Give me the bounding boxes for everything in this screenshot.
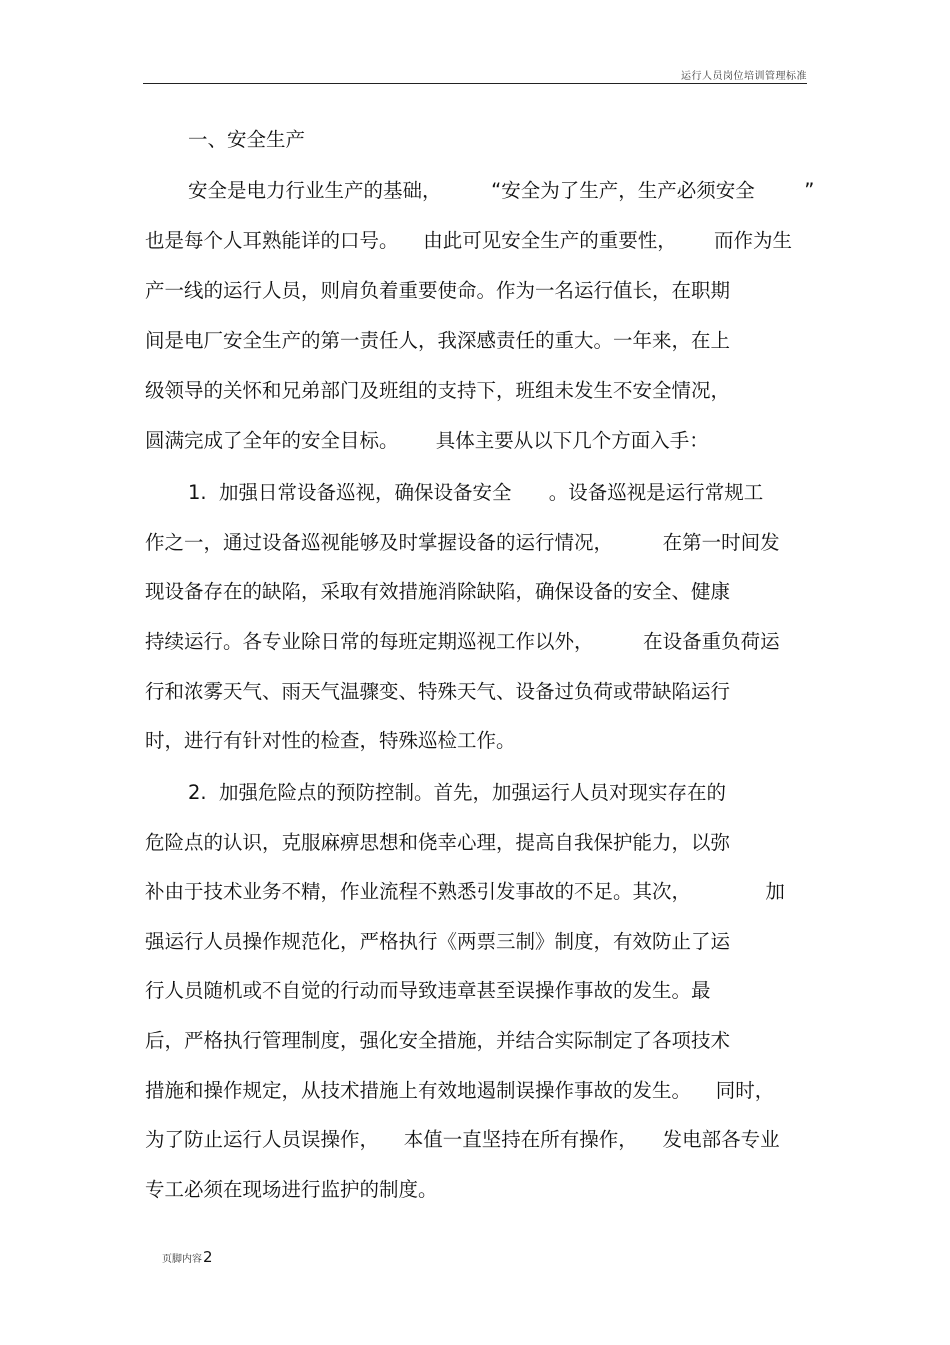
item2-line-7: 措施和操作规定，从技术措施上有效地遏制误操作事故的发生。 同时， bbox=[145, 1079, 775, 1102]
intro-line-4: 间是电厂安全生产的第一责任人，我深感责任的重大。一年来，在上 bbox=[145, 329, 731, 352]
intro-line-3: 产一线的运行人员，则肩负着重要使命。作为一名运行值长，在职期 bbox=[145, 279, 731, 302]
intro-line-2: 也是每个人耳熟能详的口号。 由此可见安全生产的重要性， 而作为生 bbox=[145, 229, 792, 252]
page-footer bbox=[162, 1248, 213, 1266]
intro-line-6: 圆满完成了全年的安全目标。 具体主要从以下几个方面入手： bbox=[145, 429, 709, 452]
item1-line-4: 持续运行。各专业除日常的每班定期巡视工作以外， 在设备重负荷运 bbox=[145, 630, 780, 653]
page-number: 2 bbox=[203, 1248, 213, 1266]
footer-label: 页脚内容 bbox=[162, 1254, 202, 1265]
item1-line-3: 现设备存在的缺陷，采取有效措施消除缺陷，确保设备的安全、健康 bbox=[145, 580, 731, 603]
intro-line-1: 安全是电力行业生产的基础， “安全为了生产，生产必须安全 ” bbox=[188, 179, 815, 202]
item1-line-5: 行和浓雾天气、雨天气温骤变、特殊天气、设备过负荷或带缺陷运行 bbox=[145, 680, 731, 703]
item2-line-1: 2. 加强危险点的预防控制。首先，加强运行人员对现实存在的 bbox=[188, 781, 727, 804]
item2-line-2: 危险点的认识，克服麻痹思想和侥幸心理，提高自我保护能力，以弥 bbox=[145, 831, 731, 854]
item2-line-9: 专工必须在现场进行监护的制度。 bbox=[145, 1178, 438, 1201]
item1-line-1: 1. 加强日常设备巡视，确保设备安全 。设备巡视是运行常规工 bbox=[188, 481, 764, 504]
item2-line-6: 后，严格执行管理制度，强化安全措施，并结合实际制定了各项技术 bbox=[145, 1029, 731, 1052]
intro-line-5: 级领导的关怀和兄弟部门及班组的支持下，班组未发生不安全情况， bbox=[145, 379, 731, 402]
section-heading: 一、安全生产 bbox=[188, 128, 306, 151]
item2-line-8: 为了防止运行人员误操作， 本值一直坚持在所有操作， 发电部各专业 bbox=[145, 1128, 780, 1151]
item2-line-4: 强运行人员操作规范化，严格执行《两票三制》制度，有效防止了运 bbox=[145, 930, 731, 953]
item2-line-3: 补由于技术业务不精，作业流程不熟悉引发事故的不足。其次， 加 bbox=[145, 880, 785, 903]
item1-line-2: 作之一，通过设备巡视能够及时掌握设备的运行情况， 在第一时间发 bbox=[145, 531, 780, 554]
item1-line-6: 时，进行有针对性的检查，特殊巡检工作。 bbox=[145, 729, 516, 752]
page-header-title: 运行人员岗位培训管理标准 bbox=[681, 71, 807, 82]
item2-line-5: 行人员随机或不自觉的行动而导致违章甚至误操作事故的发生。最 bbox=[145, 979, 711, 1002]
header-divider bbox=[143, 83, 807, 84]
